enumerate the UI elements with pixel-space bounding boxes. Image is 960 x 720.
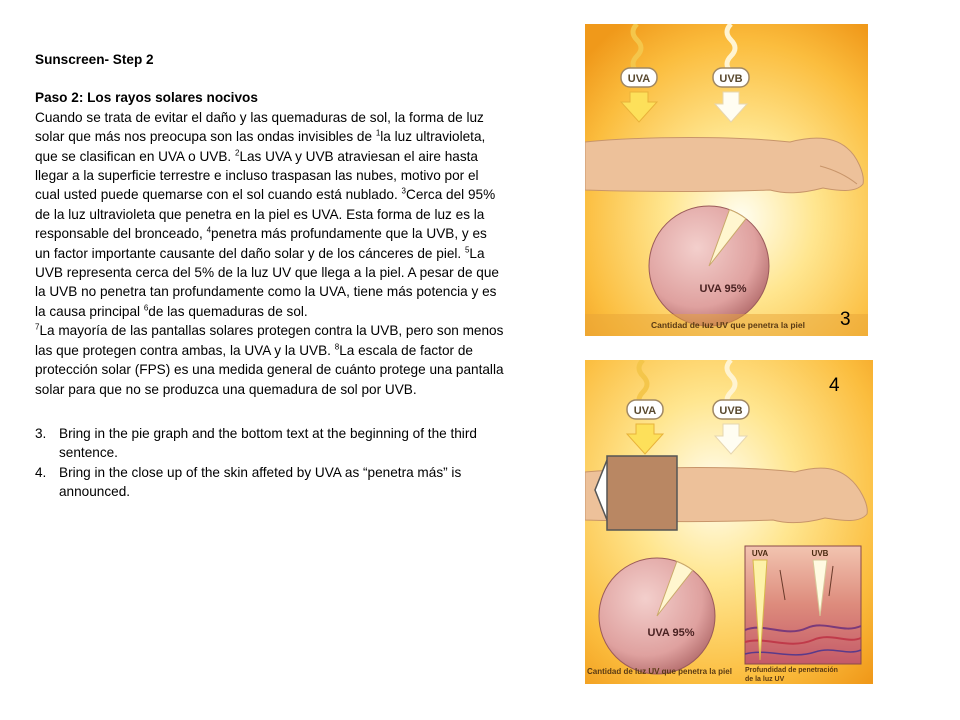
uvb-label: UVB bbox=[719, 405, 743, 417]
pie-label: UVA 95% bbox=[647, 627, 695, 639]
caption-depth-line2: de la luz UV bbox=[745, 676, 785, 683]
skin-uvb-label: UVB bbox=[811, 549, 829, 558]
uv-skin-illustration bbox=[585, 360, 873, 684]
footnote-marker: 5 bbox=[464, 245, 470, 255]
slide-number: 4 bbox=[829, 375, 840, 396]
uvb-label: UVB bbox=[719, 73, 743, 85]
text-column bbox=[35, 50, 505, 502]
list-item: 4. Bring in the close up of the skin affeted by UVA as “penetra más” is announced. bbox=[35, 464, 462, 500]
skin-closeup-callout bbox=[607, 456, 677, 530]
steps-list bbox=[35, 424, 505, 502]
caption: Cantidad de luz UV que penetra la piel bbox=[587, 667, 732, 676]
footnote-marker: 3 bbox=[401, 186, 406, 196]
footnote-marker: 2 bbox=[234, 148, 240, 158]
slide-number: 3 bbox=[840, 309, 851, 330]
footnote-marker: 4 bbox=[206, 225, 212, 235]
footnote-marker: 6 bbox=[143, 303, 149, 313]
uva-label: UVA bbox=[627, 73, 651, 85]
list-item: 3. Bring in the pie graph and the bottom text at the beginning of the third sentence. bbox=[35, 425, 477, 461]
doc-title: Sunscreen- Step 2 bbox=[35, 52, 154, 67]
pie-label: UVA 95% bbox=[699, 283, 747, 295]
paragraph-2: $^7$La mayoría de las pantallas solares protegen contra la UVB, pero son menos las que protegen contra ambas, la UVA y la UVB. $^8$La escala de factor de protección solar (FPS) es una medida general de cuánto protege una pantalla solar para que no se produzca una quemadura de sol por UVB. bbox=[35, 322, 504, 397]
skin-uva-label: UVA bbox=[751, 549, 769, 558]
caption: Cantidad de luz UV que penetra la piel bbox=[651, 320, 805, 330]
uva-label: UVA bbox=[633, 405, 657, 417]
paragraph-1: Cuando se trata de evitar el daño y las quemaduras de sol, la forma de luz solar que más nos preocupa son las ondas invisibles de $^1$la luz ultravioleta, que se clasifican en UVA o UVB. $^2$Las UVA y UVB atraviesan el aire hasta llegar a la superficie terrestre e incluso traspasan las nubes, motivo por el cual usted puede quemarse con el sol cuando está nublado. $^3$Cerca del 95% de la luz ultravioleta que penetra en la piel es UVA. Esta forma de luz es la responsable del bronceado, $^4$penetra más profundamente que la UVB, y es un factor importante causante del daño solar y de los cánceres de piel. $^5$La UVB representa cerca del 5% de la luz UV que llega a la piel. A pesar de que la UVB no penetra tan profundamente como la UVA, tiene más potencia y es la causa principal $^6$de las quemaduras de sol. bbox=[35, 109, 499, 319]
arm bbox=[585, 138, 863, 193]
footnote-marker: 7 bbox=[35, 322, 40, 332]
footnote-marker: 8 bbox=[334, 342, 340, 352]
footnote-marker: 1 bbox=[375, 128, 381, 138]
uv-pie-illustration bbox=[585, 24, 868, 336]
caption-depth-line1: Profundidad de penetración bbox=[745, 667, 838, 674]
doc-heading: Paso 2: Los rayos solares nocivos bbox=[35, 90, 258, 106]
